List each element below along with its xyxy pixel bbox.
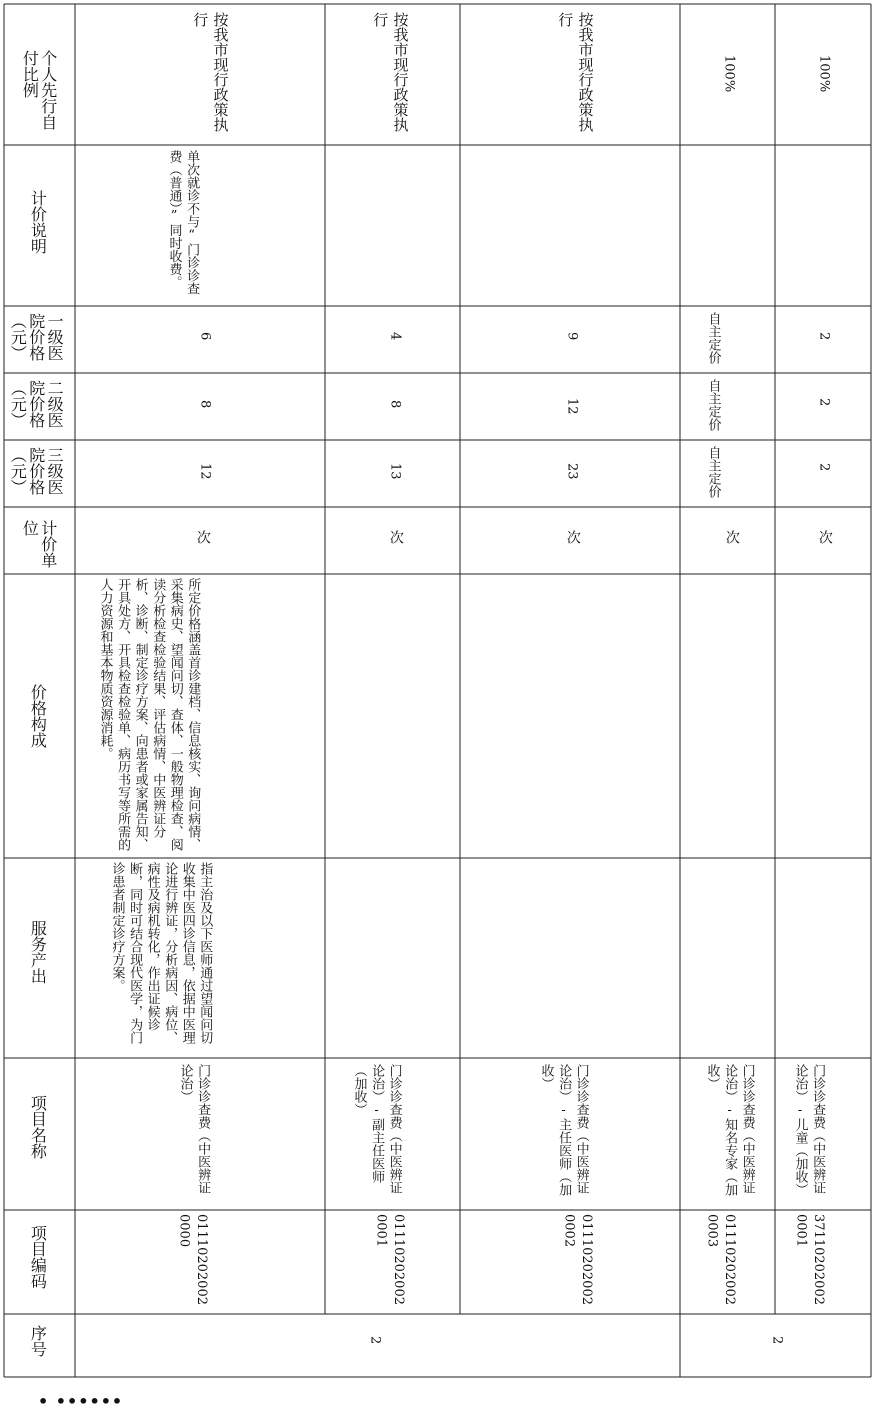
row1-composition: 所定价格涵盖首诊建档、信息核实、询问病情、采集病史、望闻问切、查体、一般物理检查、阅读分析检查检验结果、评估病情、中医辨证分析、诊断、制定诊疗方案、向患者或家属告知、开具处方、开具检查检验单、病历书写等所需的人力资源和基本物质资源消耗。 bbox=[97, 578, 201, 851]
footer-ellipsis: • •••••• bbox=[38, 1392, 124, 1411]
row2-price-l1: 4 bbox=[387, 332, 403, 341]
row3-selfpay: 按我市现行政策执行 bbox=[556, 12, 595, 132]
row4-selfpay: 100% bbox=[721, 55, 737, 93]
row2-price-l3: 13 bbox=[387, 463, 403, 480]
header-output: 服务产出 bbox=[28, 920, 48, 984]
group1-serial: 2 bbox=[367, 1336, 383, 1345]
header-unit: 计价单位 bbox=[20, 520, 58, 568]
row1-price-l1: 6 bbox=[197, 332, 213, 341]
row1-output: 指主治及以下医师通过望闻问切收集中医四诊信息，依据中医理论进行辨证，分析病因、病位、病性及病机转化，作出证候诊断，同时可结合现代医学，为门诊患者制定诊疗方案。 bbox=[109, 862, 213, 1044]
row5-price-l1: 2 bbox=[816, 332, 832, 341]
row2-price-l2: 8 bbox=[387, 400, 403, 409]
row1-note: 单次就诊不与“门诊诊查费（普通）”同时收费。 bbox=[166, 150, 200, 295]
row1-price-l3: 12 bbox=[197, 463, 213, 480]
row2-code: 011102020020001 bbox=[373, 1214, 407, 1305]
row1-price-l2: 8 bbox=[197, 400, 213, 409]
row2-name: 门诊诊查费（中医辨证论治）-副主任医师（加收） bbox=[351, 1064, 402, 1194]
group2-serial: 2 bbox=[769, 1336, 785, 1345]
row3-name: 门诊诊查费（中医辨证论治）-主任医师（加收） bbox=[538, 1064, 589, 1196]
row1-unit: 次 bbox=[194, 530, 211, 544]
row3-price-l1: 9 bbox=[564, 332, 580, 341]
header-code: 项目编码 bbox=[28, 1225, 48, 1289]
row4-code: 011102020020003 bbox=[704, 1214, 738, 1305]
row3-code: 011102020020002 bbox=[561, 1214, 595, 1305]
row4-name: 门诊诊查费（中医辨证论治）-知名专家（加收） bbox=[704, 1064, 755, 1196]
row5-code: 371102020020001 bbox=[793, 1214, 827, 1305]
row2-unit: 次 bbox=[387, 530, 404, 544]
header-price-l1: 一级医院价格（元） bbox=[8, 313, 65, 361]
row4-price-l1: 自主定价 bbox=[705, 312, 721, 364]
row5-price-l3: 2 bbox=[816, 463, 832, 472]
header-name: 项目名称 bbox=[28, 1095, 48, 1159]
row4-unit: 次 bbox=[723, 530, 740, 544]
row4-price-l3: 自主定价 bbox=[705, 446, 721, 498]
row3-price-l2: 12 bbox=[564, 398, 580, 415]
row2-selfpay: 按我市现行政策执行 bbox=[371, 12, 410, 132]
row5-unit: 次 bbox=[816, 530, 833, 544]
row3-price-l3: 23 bbox=[564, 463, 580, 480]
row1-selfpay: 按我市现行政策执行 bbox=[191, 12, 230, 132]
row5-name: 门诊诊查费（中医辨证论治）-儿童（加收） bbox=[792, 1064, 826, 1196]
row4-price-l2: 自主定价 bbox=[705, 379, 721, 431]
header-serial: 序号 bbox=[28, 1325, 48, 1357]
header-price-l2: 二级医院价格（元） bbox=[8, 380, 65, 428]
header-selfpay: 个人先行自付比例 bbox=[20, 50, 58, 130]
header-composition: 价格构成 bbox=[28, 684, 48, 748]
row1-code: 011102020020000 bbox=[176, 1214, 210, 1305]
header-note: 计价说明 bbox=[28, 190, 48, 254]
row5-price-l2: 2 bbox=[816, 398, 832, 407]
row3-unit: 次 bbox=[564, 530, 581, 544]
row1-name: 门诊诊查费（中医辨证论治） bbox=[177, 1064, 211, 1194]
row5-selfpay: 100% bbox=[816, 55, 832, 93]
header-price-l3: 三级医院价格（元） bbox=[8, 447, 65, 495]
